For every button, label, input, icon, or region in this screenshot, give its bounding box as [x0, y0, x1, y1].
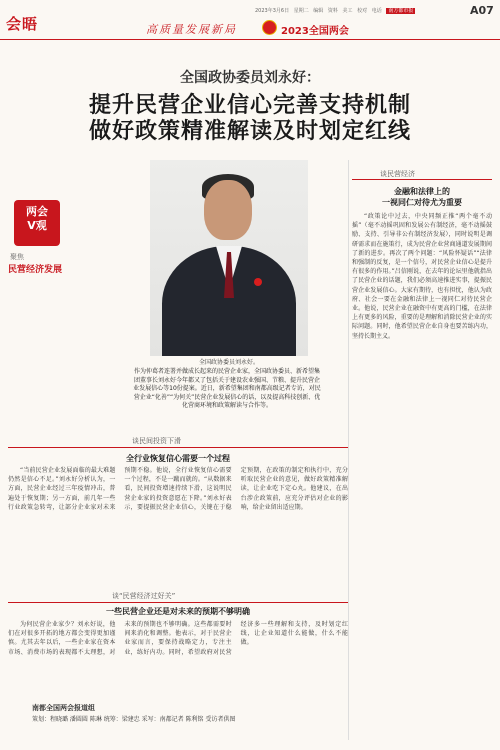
headline-line-2: 做好政策精准解读及时划定红线: [88, 119, 411, 144]
meta-proof: 校对: [357, 8, 368, 14]
meta-weekday: 星期二: [293, 8, 309, 14]
middle-body-text: “当前民营企业发展面临的最大难题仍然是信心不足。”刘永好分析认为，一方面，民营企业经过三年疫情冲击，普遍处于恢复期；另一方面，前几年一些行业政策急转弯，让部分企业家对未来预期不稳。他说，全行业恢复信心需要一个过程，不是一蹴而就的。“从数据来看，民间投资增速持续下滑，这说明民营企业家的投资意愿在下降。”刘永好表示，要提振民营企业信心，关键在于稳定预期，在政策的制定和执行中，充分听取民营企业的意见，做好政策精准解读，让企业吃下定心丸。他建议，在出台涉企政策前，应充分评估对企业的影响，给企业留出适应期。: [8, 467, 348, 511]
bottom-rule: [8, 602, 348, 603]
slogan: 高质量发展新局: [146, 23, 237, 36]
middle-subhead: 全行业恢复信心需要一个过程: [126, 454, 230, 463]
bottom-body-text: 为何民营企业家少？刘永好说，他们在对很多开拓的地方都会变得更加谨慎。尤其去年以后，一些企业家在资本市场、消费市场的表现都不太理想，对未来的预期也不够明确。这些都需要时间来消化和调整。他表示，对于民营企业家而言，要保持战略定力，专注主业，练好内功。同时，希望政府对民营经济多一些理解和支持，及时划定红线，让企业知道什么能做，什么不能做。: [8, 621, 348, 656]
right-body-text: “政策论中过去，中央同频正推“两个毫不动摇”（毫不动摇巩固和发展公有制经济，毫不动摇鼓励、支持、引导非公有制经济发展），同时说明是调研需求而在施策行，成为民营企业营商通道发展期间了新的进步。再次了两个问题：“风险怀疑话”“法律和强制的反复，是一个信号，对民营企业信心是提升有很多的作用。”吕信刚说，在去年的论坛里他就指出了民营企业的话题，我们必须高速推进实事，提振民营企业发展信心。大家有期待，也有担忧，他认为政府、社会一要在金融和法律上一视同仁对待民营企业。他说，民营企业在融资中有更高的门槛，在法律上有更多的风险，重要的是理解和消除民营企业的实际问题。同时，他希望民营企业自身也要苦练内功，坚持长期主义。: [352, 213, 492, 340]
right-section-bar: [352, 168, 492, 180]
meta-data: 资料: [327, 8, 338, 14]
headline-kicker: 全国政协委员刘永好：: [180, 70, 320, 86]
bottom-subhead: 一些民营企业还是对未来的预期不够明确: [106, 607, 250, 616]
photo-caption: 全国政协委员刘永好。: [198, 359, 259, 366]
bottom-section-label: 谈“民营经济过好关”: [112, 592, 176, 600]
article-intro: 作为仲葛者连署并做成长起来的民营企业家，全国政协委员、新希望集团董事长刘永好今年都又了包括关于建设农业强国、节粮、提升民营企业发展信心等10份提案。近日，新希望集团和南都高级记者专访，对民营企业“化善”“为何关”民营企业发展信心的话，以及提高科技创新、优化营商环境和政策解读与合作等。: [133, 368, 321, 410]
credit-staff: 策划：程晓璐 潘圆圆 陈琳 统筹：梁建忠 采写：南都记者 陈利铭 受访者供图: [32, 716, 236, 723]
emblem-icon: [262, 20, 277, 35]
edition-title: 2023全国两会: [281, 26, 349, 37]
meta-art: 美工: [342, 8, 353, 14]
column-divider: [348, 160, 349, 740]
issue-meta: [255, 7, 418, 14]
meta-editor: 编辑: [313, 8, 324, 14]
right-subhead-1: 金融和法律上的: [394, 187, 450, 196]
publication-tag: 南方都市报: [388, 8, 414, 14]
middle-rule: [8, 447, 348, 448]
page-number: A07: [470, 4, 494, 17]
column-badge: 两会 V观: [14, 200, 60, 246]
section-title: 会晤: [6, 15, 39, 33]
headline-line-1: 提升民营企业信心完善支持机制: [88, 93, 411, 118]
meta-date: 2023年3月6日: [255, 8, 290, 14]
page-header: [0, 0, 500, 40]
column-badge-name: 民营经济发展: [8, 265, 63, 275]
middle-section-label: 谈民间投资下滑: [132, 437, 181, 445]
column-badge-sub: 聚焦: [10, 253, 24, 261]
portrait-photo: [150, 160, 308, 356]
credit-team: 南都全国两会报道组: [32, 704, 95, 712]
right-section-label: 谈民营经济: [380, 170, 415, 178]
meta-phone: 电话: [371, 8, 382, 14]
right-subhead-2: 一视同仁对待尤为重要: [382, 198, 462, 207]
